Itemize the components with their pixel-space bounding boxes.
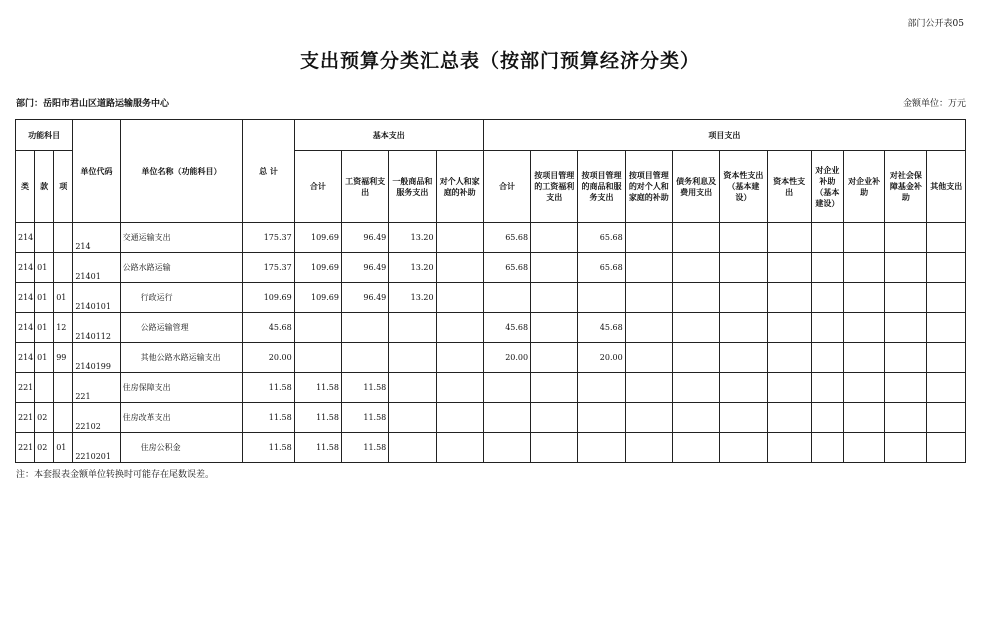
header-project-wage: 按项目管理的工资福利支出 [531, 151, 578, 223]
cell-project-other [927, 283, 966, 313]
cell-project-debt [672, 253, 719, 283]
cell-project-sum [483, 373, 530, 403]
cell-project-social [885, 373, 927, 403]
cell-project-debt [672, 403, 719, 433]
cell-project-debt [672, 433, 719, 463]
cell-basic-goods: 13.20 [389, 283, 436, 313]
cell-project-goods [578, 403, 625, 433]
cell-project-social [885, 223, 927, 253]
cell-unit-code: 21401 [73, 253, 120, 283]
header-project-capital: 资本性支出 [767, 151, 811, 223]
cell-project-sum: 45.68 [483, 313, 530, 343]
cell-total: 11.58 [243, 403, 294, 433]
cell-basic-sum [294, 313, 341, 343]
cell-unit-code: 2210201 [73, 433, 120, 463]
cell-project-enterprise [843, 373, 884, 403]
header-kuan: 款 [35, 151, 54, 223]
header-project-debt: 债务利息及费用支出 [672, 151, 719, 223]
cell-unit-code: 2140101 [73, 283, 120, 313]
cell-unit-name [120, 253, 243, 283]
header-basic-family: 对个人和家庭的补助 [436, 151, 483, 223]
cell-project-wage [531, 313, 578, 343]
cell-xiang [54, 253, 73, 283]
cell-unit-code: 22102 [73, 403, 120, 433]
cell-project-debt [672, 373, 719, 403]
cell-project-enterprise-basic [811, 253, 843, 283]
cell-project-other [927, 253, 966, 283]
cell-project-family [625, 343, 672, 373]
cell-project-capital [767, 223, 811, 253]
header-unit-name: 单位名称（功能科目） [120, 120, 243, 223]
cell-total: 175.37 [243, 253, 294, 283]
cell-project-debt [672, 343, 719, 373]
amount-unit-label: 金额单位：万元 [902, 99, 966, 109]
cell-basic-goods: 13.20 [389, 253, 436, 283]
cell-basic-family [436, 283, 483, 313]
cell-project-family [625, 313, 672, 343]
cell-project-social [885, 283, 927, 313]
cell-project-capital [767, 283, 811, 313]
budget-table [15, 119, 966, 463]
cell-project-enterprise-basic [811, 403, 843, 433]
cell-lei: 221 [16, 373, 35, 403]
cell-basic-wage: 96.49 [341, 223, 388, 253]
cell-basic-family [436, 253, 483, 283]
unit-name-text: 其他公路水路运输支出 [140, 353, 221, 362]
cell-xiang: 12 [54, 313, 73, 343]
cell-lei: 214 [16, 223, 35, 253]
cell-project-family [625, 373, 672, 403]
table-row [16, 313, 966, 343]
cell-unit-code: 2140112 [73, 313, 120, 343]
header-project-other: 其他支出 [927, 151, 966, 223]
cell-kuan [35, 373, 54, 403]
cell-project-other [927, 313, 966, 343]
form-number-label: 部门公开表05 [907, 19, 964, 29]
cell-project-family [625, 403, 672, 433]
cell-unit-code: 2140199 [73, 343, 120, 373]
cell-xiang [54, 373, 73, 403]
cell-basic-wage [341, 343, 388, 373]
cell-unit-name [120, 313, 243, 343]
cell-basic-sum: 109.69 [294, 283, 341, 313]
cell-project-enterprise [843, 253, 884, 283]
cell-project-goods: 65.68 [578, 223, 625, 253]
cell-project-debt [672, 283, 719, 313]
cell-project-enterprise-basic [811, 223, 843, 253]
cell-basic-family [436, 403, 483, 433]
header-basic-wage: 工资福利支出 [341, 151, 388, 223]
cell-total: 45.68 [243, 313, 294, 343]
unit-name-text: 公路水路运输 [122, 263, 171, 272]
table-row [16, 223, 966, 253]
cell-unit-name [120, 373, 243, 403]
unit-name-text: 行政运行 [140, 293, 173, 302]
header-basic-goods: 一般商品和服务支出 [389, 151, 436, 223]
header-basic-sum: 合计 [294, 151, 341, 223]
cell-project-capital-basic [720, 343, 767, 373]
cell-project-capital [767, 403, 811, 433]
cell-unit-name [120, 223, 243, 253]
header-project-goods: 按项目管理的商品和服务支出 [578, 151, 625, 223]
cell-basic-goods [389, 313, 436, 343]
cell-project-enterprise [843, 433, 884, 463]
table-row [16, 403, 966, 433]
cell-project-family [625, 253, 672, 283]
cell-project-enterprise-basic [811, 283, 843, 313]
cell-project-goods [578, 373, 625, 403]
cell-basic-sum: 11.58 [294, 433, 341, 463]
header-total: 总 计 [243, 120, 294, 223]
cell-basic-goods [389, 343, 436, 373]
cell-unit-name [120, 403, 243, 433]
header-unit-code: 单位代码 [73, 120, 120, 223]
cell-project-social [885, 433, 927, 463]
cell-unit-name [120, 343, 243, 373]
cell-lei: 221 [16, 433, 35, 463]
cell-project-capital-basic [720, 283, 767, 313]
cell-kuan: 01 [35, 313, 54, 343]
cell-project-enterprise [843, 223, 884, 253]
cell-project-goods: 20.00 [578, 343, 625, 373]
cell-project-social [885, 313, 927, 343]
cell-basic-goods: 13.20 [389, 223, 436, 253]
cell-project-capital [767, 433, 811, 463]
cell-unit-name [120, 283, 243, 313]
cell-total: 175.37 [243, 223, 294, 253]
cell-basic-wage: 11.58 [341, 433, 388, 463]
cell-project-sum [483, 403, 530, 433]
cell-project-capital-basic [720, 313, 767, 343]
cell-project-capital-basic [720, 223, 767, 253]
cell-total: 11.58 [243, 433, 294, 463]
cell-xiang: 01 [54, 433, 73, 463]
header-project-social: 对社会保障基金补助 [885, 151, 927, 223]
table-row [16, 343, 966, 373]
cell-project-enterprise-basic [811, 313, 843, 343]
cell-project-goods: 45.68 [578, 313, 625, 343]
cell-basic-goods [389, 373, 436, 403]
cell-basic-wage: 11.58 [341, 373, 388, 403]
header-project: 项目支出 [483, 120, 965, 151]
cell-project-family [625, 283, 672, 313]
cell-project-other [927, 433, 966, 463]
cell-total: 109.69 [243, 283, 294, 313]
cell-project-other [927, 343, 966, 373]
footnote: 注：本套报表金额单位转换时可能存在尾数误差。 [16, 470, 215, 480]
cell-project-enterprise [843, 313, 884, 343]
cell-project-other [927, 403, 966, 433]
unit-name-text: 住房改革支出 [122, 413, 171, 422]
table-row [16, 373, 966, 403]
cell-lei: 214 [16, 313, 35, 343]
department-label: 部门：岳阳市君山区道路运输服务中心 [16, 99, 170, 109]
cell-xiang: 99 [54, 343, 73, 373]
cell-project-wage [531, 343, 578, 373]
cell-project-enterprise [843, 343, 884, 373]
cell-basic-sum: 109.69 [294, 223, 341, 253]
cell-project-wage [531, 223, 578, 253]
header-project-sum: 合计 [483, 151, 530, 223]
cell-project-social [885, 343, 927, 373]
header-project-capital-basic: 资本性支出（基本建设） [720, 151, 767, 223]
cell-kuan [35, 223, 54, 253]
cell-lei: 214 [16, 253, 35, 283]
unit-name-text: 住房保障支出 [122, 383, 171, 392]
cell-unit-name [120, 433, 243, 463]
cell-project-enterprise [843, 403, 884, 433]
cell-project-family [625, 223, 672, 253]
cell-unit-code: 221 [73, 373, 120, 403]
cell-project-wage [531, 403, 578, 433]
cell-project-wage [531, 373, 578, 403]
cell-basic-sum: 109.69 [294, 253, 341, 283]
cell-basic-sum: 11.58 [294, 373, 341, 403]
cell-project-debt [672, 223, 719, 253]
table-row [16, 253, 966, 283]
cell-kuan: 01 [35, 253, 54, 283]
page-title: 支出预算分类汇总表（按部门预算经济分类） [299, 50, 700, 72]
cell-project-other [927, 223, 966, 253]
cell-project-wage [531, 283, 578, 313]
cell-project-goods [578, 283, 625, 313]
unit-name-text: 住房公积金 [140, 443, 181, 452]
cell-basic-wage: 96.49 [341, 253, 388, 283]
cell-project-sum [483, 433, 530, 463]
cell-xiang: 01 [54, 283, 73, 313]
cell-project-capital [767, 373, 811, 403]
cell-project-social [885, 403, 927, 433]
cell-basic-wage: 11.58 [341, 403, 388, 433]
cell-lei: 214 [16, 283, 35, 313]
cell-project-capital [767, 313, 811, 343]
cell-xiang [54, 403, 73, 433]
cell-basic-wage: 96.49 [341, 283, 388, 313]
cell-project-sum: 65.68 [483, 253, 530, 283]
cell-xiang [54, 223, 73, 253]
cell-project-enterprise [843, 283, 884, 313]
cell-basic-sum: 11.58 [294, 403, 341, 433]
cell-project-debt [672, 313, 719, 343]
table-body [16, 223, 966, 463]
cell-kuan: 01 [35, 343, 54, 373]
cell-lei: 221 [16, 403, 35, 433]
header-project-family: 按项目管理的对个人和家庭的补助 [625, 151, 672, 223]
cell-basic-family [436, 373, 483, 403]
cell-project-capital [767, 343, 811, 373]
cell-project-capital [767, 253, 811, 283]
cell-basic-family [436, 313, 483, 343]
cell-basic-goods [389, 403, 436, 433]
cell-project-wage [531, 433, 578, 463]
cell-lei: 214 [16, 343, 35, 373]
cell-total: 11.58 [243, 373, 294, 403]
cell-project-sum: 20.00 [483, 343, 530, 373]
cell-project-social [885, 253, 927, 283]
cell-project-family [625, 433, 672, 463]
cell-project-capital-basic [720, 253, 767, 283]
table-row [16, 433, 966, 463]
cell-project-capital-basic [720, 433, 767, 463]
cell-project-capital-basic [720, 373, 767, 403]
cell-basic-wage [341, 313, 388, 343]
cell-project-wage [531, 253, 578, 283]
header-func-subject: 功能科目 [16, 120, 73, 151]
unit-name-text: 公路运输管理 [140, 323, 189, 332]
cell-project-other [927, 373, 966, 403]
cell-project-enterprise-basic [811, 433, 843, 463]
cell-basic-family [436, 343, 483, 373]
cell-kuan: 02 [35, 403, 54, 433]
cell-basic-family [436, 433, 483, 463]
header-project-enterprise-basic: 对企业补助（基本建设） [811, 151, 843, 223]
cell-project-goods: 65.68 [578, 253, 625, 283]
cell-basic-sum [294, 343, 341, 373]
cell-project-enterprise-basic [811, 373, 843, 403]
cell-project-enterprise-basic [811, 343, 843, 373]
cell-kuan: 01 [35, 283, 54, 313]
cell-basic-goods [389, 433, 436, 463]
cell-project-capital-basic [720, 403, 767, 433]
cell-project-sum: 65.68 [483, 223, 530, 253]
cell-total: 20.00 [243, 343, 294, 373]
header-project-enterprise: 对企业补助 [843, 151, 884, 223]
cell-kuan: 02 [35, 433, 54, 463]
cell-basic-family [436, 223, 483, 253]
cell-project-goods [578, 433, 625, 463]
cell-project-sum [483, 283, 530, 313]
header-basic: 基本支出 [294, 120, 483, 151]
cell-unit-code: 214 [73, 223, 120, 253]
table-row [16, 283, 966, 313]
unit-name-text: 交通运输支出 [122, 233, 171, 242]
header-xiang: 项 [54, 151, 73, 223]
header-lei: 类 [16, 151, 35, 223]
